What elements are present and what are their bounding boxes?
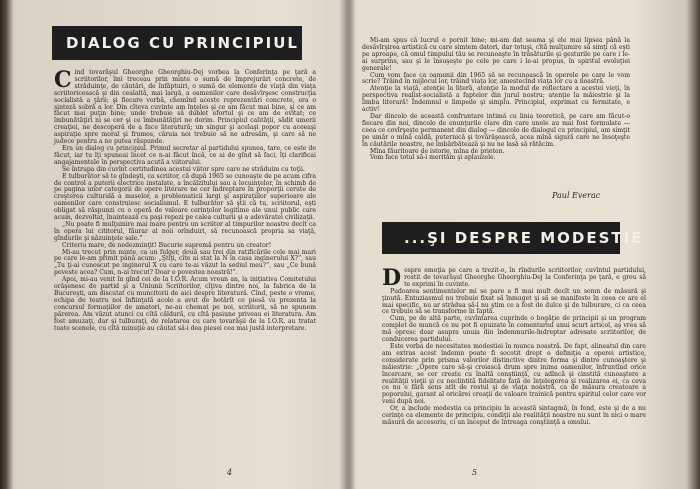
left-page: [12, 0, 342, 489]
page-title-modestie: [382, 222, 644, 254]
paragraph-7: Mi-au trecut prin minte, ca un fulger, două sau trei din ratificările cele mai mari pe care le-am primit până acum: „Ştiţi, cîte ai stat la N în casa inginerului X?”, sau „Tu ţi-ai cunoscut pe inginerul X cu care te-ai văzut la sediul meu?”, sau „Ce bună poveste acea? Cum, n-ai trecut? Doar e povestea noastră!”.: [54, 248, 316, 277]
paragraph-1: Cind tovarăşul Gheorghe Gheorghiu-Dej vorbea la Conferinţa pe ţară a scriitorilor, îmi treceau prin minte o sumă de împrejurări concrete, de străduinţe, de căutări, de înfăptuiri, o sumă de elemente de viaţă din viaţa scriitoricească şi din cealaltă, mai largă, a oamenilor care desăvîrşesc construcţia socialistă a ţării; şi fiecare vorbă, chemînd aceste reprezentări concrete, era o sintezǎ sobrǎ a lor. Din cîteva cuvinte am înţeles şi ce am făcut mai bine, şi ce am făcut mai puţin bine; unde trebuie să dublet efortul şi ce am de evitat; ce îmbunătăţiri ni se cer şi ce îmbunătăţiri ne dorim. Principiul calităţii, sădit umerii creaţiei, ne descoperă de a face literatură; un singur şi acelaşi popor cu aceeaşi aspiraţie spre moral şi frumos, căruia noi trebuie să ne adresăm, şi care să ne judece pentru a ne putea răspunde.: [54, 67, 316, 146]
paragraph-6: Criteriu mare, de nedezminţit! Bucurie supremă pentru un creator!: [62, 241, 272, 249]
title-text: DIALOG CU PRINCIPIUL: [66, 34, 299, 52]
paragraph-b5: Or, a include modestia ca principiu în această sintagmă, în fond, este şi de a nu cerinţe ca elemente de principiu, condiţii ale realităţii noastre nu sunt în nici o mare măsură de accesoriu, ci un început de întreaga conştiinţă a omului.: [382, 405, 646, 426]
paragraph-r3: Atenţie la viaţă, atenţie la literă, atenţie la modul de reflectare a acestei vieţi, în perspectiva realist-socialistă a faptelor din jurul nostru; atenţie la măiestrie şi la limba literară! Îndemnul e limpede şi simplu. Principiul, exprimat cu fermitate, e activ!: [362, 85, 630, 114]
paragraph-4: E tulburător să te gîndeşti, ca scriitor, că după 1965 se cunoaşte de pe acum cifra de control a puterii electrice instalate, a încălzitului sau a locuinţelor, în schimb de pe pagina unor categorii de opere literare ne cer îndreptare în proporţii cerute de creşterea culturală a maselor, a problematicii largi şi aspiraţiilor superioare ale oamenilor care construiesc socialismul. E tulburător să ştii că tu, scriitorul, eşti obligat să răspunzi cu o operă de valoare cerinţelor legitime ale unui public care acum, dezvoltat, înaintează cu paşi repezi pe calea culturii şi a adevăratei civilizaţii.: [54, 172, 316, 222]
page-title-dialog: [52, 26, 302, 60]
article-body-left: [54, 67, 316, 332]
paragraph-b1: Despre emoţia pe care a trezit-o, în rîndurile scriitorilor, cuvîntul partidului, rostit de tovarăşul Gheorghe Gheorghiu-Dej la Conferinţa pe ţară, e greu să te exprimi în cuvinte.: [382, 265, 646, 291]
paragraph-8: Apoi, mi-au venit în gînd cei de la I.O.R. Acum vreun an, la iniţiativa Comitetului orăşenesc de partid şi a Uniunii Scriitorilor, cîţiva dintre noi, la fabrica de la Bucureşti, am discutat cu muncitorii de aici despre literatură. Cînd, peste o vreme, echipa de teatru noi înfiinţată acolo a avut de hotărît ce piesă va prezenta la concursul formaţiilor de amatori, ne-au chemat pe noi, scriitorii, să ne spunem părerea. Am văzut atunci cu cîtă căldură, cu cîtă pasiune priveau ei literatura. Am fost amuzaţi, dar şi tulburaţi, de relatarea cu care tovarăşii de la I.O.R. au tratat toate scenele, cu cîtă minuţie au căutat să-i dea piesei cea mai justă interpretare.: [54, 276, 316, 332]
paragraph-r1: Mi-am spus că lucrul e pornit bine; mi-am dat seama şi ele mai lipsea până la desăvîrşirea artistică cu care simtem datori, dar totuşi, cîtă mulţumire să simţi că eşti pe aproape, că omul timpului tău se recunoaşte în trăsăturile şi gesturile pe care i le-ai surprins, sau şi le însuşeşte pe cele pe care i le-ai propus, în spiritul evoluţiei generale!: [362, 37, 630, 72]
paragraph-r6: Vom face totul să-i merităm şi aplauzele.: [370, 154, 496, 162]
paragraph-b2: Pudoarea sentimentelor mi se pare a fi mai mult decît un semn de măsură şi ţinută. Entuziasmul nu trebuie fixat să înmuget şi să se manifeste în ceea ce are el mai specific, nu ar strădua să-l nu ştim ce a fost de dulce şi de tulburare, ci ca ceea ce trebuie să se transforme în faptă.: [382, 287, 646, 316]
title-text: ...ŞI DESPRE MODESTIE: [404, 229, 644, 247]
article-body-right-top: [362, 38, 630, 162]
dropcap: C: [54, 67, 72, 93]
paragraph-b3: Cum, pe de altă parte, cuvîntarea cuprinde o bogăţie de principii şi un program complet de muncă ce nu pot fi epuizate în comentariul unui scurt articol, aş vrea să mă opresc doar asupra unuia din îndemnurile-îndreptar adresate scriitorilor, de conducerea partidului.: [382, 315, 646, 344]
paragraph-r5: Mîna făuritoare de istorie, mîna de prieten.: [370, 147, 505, 155]
paragraph-r2: Cum vom face ca oamenii din 1965 să se recunoască în operele pe care le vom scrie? Trăind în mijlocul lor, trăind viaţa lor, amestecînd viaţa lor cu a noastră.: [362, 71, 630, 86]
page-number-left: 4: [227, 468, 233, 477]
paragraph-b4: Este vorba de necesitatea modestiei în munca noastră. De fapt, alineatul din care am extras acest îndemn poate fi socotit drept o definiţie a operei artistice, considerate prin prisma valorilor distinctive dintre forma şi dintre cunoaştere şi măiestrie: „Opere care să-şi croiască drum spre inima oamenilor, înfruntînd orice încercare, se cer create cu înaltă conştiinţă, cu adîncă şi cinstită cunoaştere a realităţii vieţii şi cu neclintită fidelitate faţă de înţelegerea şi realizarea ei, ca ceva ce nu e fără sens atît de rostul şi de viaţa noastră, ca de măsura creatoare a poporului, garant al oricărei creaţii de valoare trainică pentru spiritul celor care vor veni după noi.: [382, 342, 646, 406]
paragraph-2: Era un dialog cu principiul. Primul secretar al partidului spunea, tare, ce este de făcut, iar tu îţi spuneai încet ce n-ai făcut încă, ce ai de gînd să faci, îţi clarificai angajamentele în perspectiva acută a viitorului.: [54, 144, 316, 166]
paragraph-5: „Nu poate fi mulţumire mai mare pentru un scriitor al timpurilor noastre decît ca în opera lui cititorul, făurar al noii orînduiri, să recunoască propria sa viaţă, gîndurile şi năzuinţele sale.”: [54, 220, 316, 242]
paragraph-r4: Dar dincolo de această confruntare intimă cu linia teoretică, pe care am făcut-o fiecare din noi, dincolo de enunţurile clare din care unele au mai fost formulate — ceea ce covîrşeşte permanent din dialog — dincolo de dialogul cu principiul, am simţit pe umăr o mînă caldă, puternică şi tovărăşească, acea mînă sigură care ne însoţeşte în căutările noastre, ne îmbărbătează şi nu ne lasă să rătăcim.: [362, 112, 630, 148]
dropcap: D: [382, 265, 402, 291]
right-page: [352, 0, 690, 489]
paragraph-3: Se întrupa din cuvînt certitudinea acestui viitor spre care ne străduim cu toţii.: [62, 165, 305, 173]
article-body-right-bottom: [382, 265, 646, 427]
author-signature: Paul Everac: [552, 191, 601, 200]
page-number-right: 5: [472, 468, 478, 477]
